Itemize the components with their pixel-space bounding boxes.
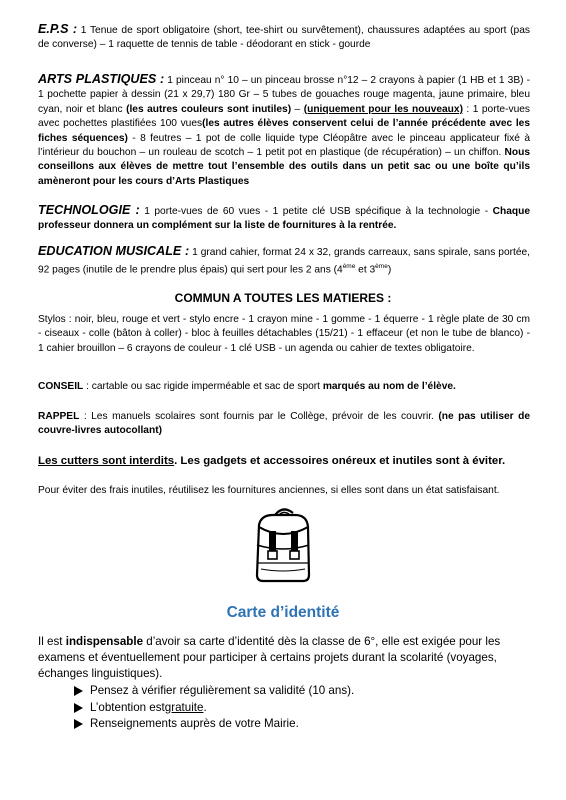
arts-heading: ARTS PLASTIQUES : (38, 72, 165, 86)
list-item (74, 716, 354, 733)
conseil-text: : cartable ou sac rigide imperméable et sac de sport (83, 381, 323, 392)
carte-title: Carte d’identité (226, 604, 340, 621)
arrow-bullet-icon (74, 719, 83, 729)
commun-text: Stylos : noir, bleu, rouge et vert - stylo encre - 1 crayon mine - 1 gomme - 1 équerre - 1 règle plate de 30 cm - ciseaux - colle (bâton à coller) - bloc à feuilles détachables (15/21) - 1 effaceur (et non le tube de blanco) - 1 cahier brouillon – 6 crayons de couleur - 1 clé USB - un agenda ou cahier de textes obligatoire. (38, 314, 530, 354)
rappel-section (38, 410, 530, 439)
cutters-section (38, 454, 530, 468)
arts-text-3: - 8 feutres – 1 pot de colle liquide type Cléopâtre avec le pinceau applicateur fixé à l’intérieur du bouchon – un rouleau de scotch – 1 petit pot en plastique (de récupération) – un chiffon. (38, 132, 530, 159)
list-item-end: . (203, 700, 207, 714)
musique-end: ) (387, 264, 392, 276)
cutters-forbidden: Les cutters sont interdits (38, 455, 175, 467)
school-bag-icon (251, 503, 315, 583)
techno-section (38, 203, 530, 234)
eps-section (38, 22, 530, 53)
list-item (74, 683, 354, 700)
eps-heading: E.P.S : (38, 22, 78, 36)
musique-sup-1: ème (342, 263, 356, 271)
carte-text-1: Il est (38, 635, 66, 648)
conseil-label: CONSEIL (38, 381, 84, 392)
arts-bold-note: (les autres couleurs sont inutiles) (126, 103, 292, 115)
list-item-text: L’obtention est (90, 700, 165, 714)
conseil-bold: marqués au nom de l’élève. (322, 381, 456, 392)
carte-indispensable: indispensable (65, 635, 144, 648)
arrow-bullet-icon (74, 703, 83, 713)
rappel-bold: (ne pas utiliser de couvre-livres autocollant) (38, 411, 530, 437)
arts-advice: Nous conseillons aux élèves de mettre tout l’ensemble des outils dans un petit sac ou une boîte qu’ils amèneront pour les cours d’Arts Plastiques (38, 147, 530, 187)
conseil-section (38, 380, 530, 394)
musique-mid: et 3 (355, 264, 376, 276)
techno-note: Chaque professeur donnera un complément sur la liste de fournitures à la rentrée. (38, 206, 530, 232)
techno-text: 1 porte-vues de 60 vues - 1 petite clé USB spécifique à la technologie - (139, 206, 493, 217)
carte-text-2: d’avoir sa carte d’identité dès la classe de 6°, elle est exigée pour les examens et éventuellement pour participer à certains projets durant la scolarité (voyages, échanges linguistiques). (38, 635, 501, 680)
eps-text: 1 Tenue de sport obligatoire (short, tee-shirt ou survêtement), chaussures adaptées au sport (pas de converse) – 1 raquette de tennis de table - déodorant en stick - gourde (38, 25, 530, 51)
list-item-text: Pensez à vérifier régulièrement sa validité (10 ans). (90, 684, 355, 697)
commun-title: COMMUN A TOUTES LES MATIERES : (174, 291, 392, 305)
musique-heading: EDUCATION MUSICALE : (38, 244, 190, 258)
list-item (74, 700, 354, 717)
arts-new-students-note: (uniquement pour les nouveaux) (303, 103, 463, 115)
arts-dash: – (291, 103, 304, 115)
arrow-bullet-icon (74, 686, 83, 696)
list-item-text: Renseignements auprès de votre Mairie. (90, 717, 299, 730)
arts-bold-note-2: (les autres élèves conservent celui de l’année précédente avec les fiches séquences) (38, 118, 530, 144)
rappel-text: : Les manuels scolaires sont fournis par le Collège, prévoir de les couvrir. (79, 411, 439, 422)
techno-heading: TECHNOLOGIE : (38, 203, 140, 217)
carte-list (74, 683, 354, 733)
musique-sup-2: ème (375, 263, 388, 271)
cutters-rest: . Les gadgets et accessoires onéreux et inutiles sont à éviter. (174, 455, 506, 467)
musique-text: 1 grand cahier, format 24 x 32, grands carreaux, sans spirale, sans portée, 92 pages (inutile de le prendre plus épais) qui sert pour les 2 ans (4 (38, 247, 530, 276)
carte-paragraph (38, 634, 538, 682)
arts-section (38, 72, 530, 189)
gratuite-text: gratuite (164, 700, 204, 714)
arts-text-2: : 1 porte-vues avec pochettes plastifiées 100 vues (38, 103, 530, 130)
eviter-note: Pour éviter des frais inutiles, réutilisez les fournitures anciennes, si elles sont dans un état satisfaisant. (38, 485, 500, 496)
rappel-label: RAPPEL (38, 411, 80, 422)
arts-text: 1 pinceau n° 10 – un pinceau brosse n°12 – 2 crayons à papier (1 HB et 1 3B) - 1 pochette papier à dessin (21 x 29,7) 180 Gr – 5 tubes de gouaches rouge magenta, jaune primaire, bleu cyan, noir et blanc (38, 75, 530, 115)
musique-section (38, 244, 530, 278)
